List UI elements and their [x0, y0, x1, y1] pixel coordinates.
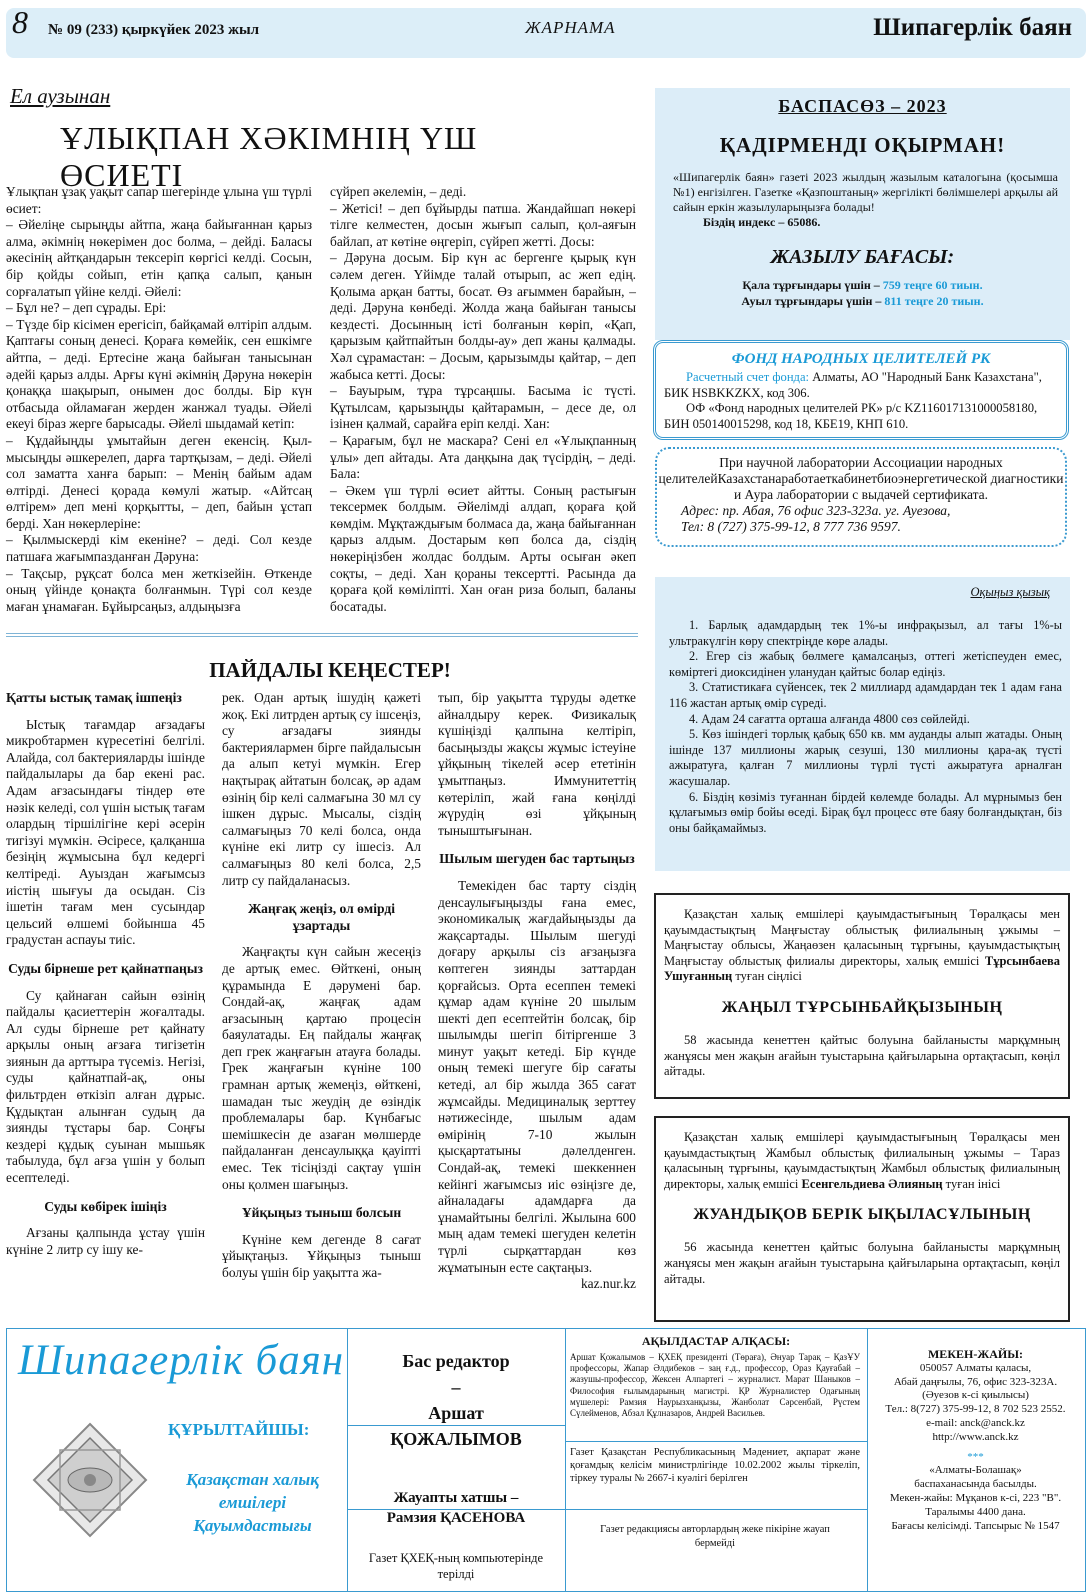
address-line: (Әуезов к-сі қиылысы) [922, 1389, 1029, 1402]
advice-col2 [222, 690, 421, 1282]
divider [6, 633, 638, 637]
secretary [347, 1488, 565, 1528]
page-number: 8 [12, 4, 28, 40]
obit-intro-end: туған інісі [945, 1176, 1001, 1191]
emblem-icon [30, 1420, 150, 1540]
lab-address: Адрес: пр. Абая, 76 офис 323-323а. уг. Ауезова, [681, 503, 951, 518]
fact-item: 6. Біздің көзіміз туғаннан бірдей көлемде болады. Ал мұрнымыз бен құлағымыз өмір бойы өседі. Бірақ бұл процесс өте баяу болғандықтан, біз оны байқамаймыз. [669, 789, 1062, 835]
disclaimer: Газет редакциясы авторлардың жеке пікіріне жауап бермейді [600, 1524, 830, 1549]
chief-last-name: ҚОЖАЛЫМОВ [390, 1429, 522, 1449]
paragraph: – Түзде бір кісімен ерегісіп, байқамай өлтіріп алдым. Қаптағы соның денесі. Қораға көмейік, сен ешкімге айтпа, – деді. Ертесіне жаңа байыған танысынан әдейі қарыз алды. Арғы күні әкімнің Дәруна нөкерін қонаққа шақырып, онымен дос болды. Бір күн отбасыда ойламаған жерден жанжал туады. Әйелі екеуі біраз жерге барысады. Әйелі шыдамай кетіп: [6, 316, 312, 432]
subheading: Қатты ыстық тамақ ішпеңіз [6, 690, 182, 705]
paragraph: Күніне кем дегенде 8 сағат ұйықтаңыз. Ұйқыңыз тыныш болуы үшін бір уақытта жа- [222, 1231, 421, 1280]
subheading: Суды бірнеше рет қайнатпаңыз [8, 960, 203, 976]
paragraph: – Жетісі! – деп бұйырды патша. Жандайшап нөкері тілге келместен, досын жығып салып, қол-аяғын байлап, ат көтіне өңгеріп, сүйреп жетті. Досы: [330, 200, 636, 249]
rural-price: 811 теңге 20 тиын. [884, 294, 984, 308]
typeset-note: Газет ҚХЕҚ-ның компьютерінде терілді [368, 1551, 544, 1581]
city-label: Қала тұрғындары үшін – [742, 278, 880, 292]
founder-label: ҚҰРЫЛТАЙШЫ: [168, 1420, 310, 1439]
advice-title: ПАЙДАЛЫ КЕҢЕСТЕР! [209, 658, 451, 682]
fond-title: ФОНД НАРОДНЫХ ЦЕЛИТЕЛЕЙ РК [731, 351, 991, 367]
lab-text: При научной лаборатории Ассоциации народных целителейКазахстанаработаеткабинетбиоэнергетической диагностики и Аура лаборатории с выдачей сертификата. [658, 455, 1064, 502]
facts-list [669, 618, 1062, 836]
print-line: «Алматы-Болашақ» [929, 1464, 1022, 1477]
paragraph: – Әйеліңе сырыңды айтпа, жаңа байығаннан қарыз алма, әкімнің нөкерімен дос болма, – дейді. Баласы әкесінің айтқандарын тексеріп көргісі келді. Сосын, бір қойды сойып, етін қапқа салып, қанын сорғалатып үйіне келді. Әйелі: [6, 217, 312, 299]
print-line: Мекен-жайы: Мұқанов к-сі, 223 "В". [889, 1491, 1062, 1504]
promo-index: Біздің индекс – 65086. [703, 215, 821, 229]
lab-phone: Тел: 8 (727) 375-99-12, 8 777 736 9597. [681, 519, 901, 534]
obit-intro [664, 1130, 1060, 1192]
print-line: Бағасы келісімді. Тапсырыс № 1547 [891, 1519, 1060, 1532]
fact-item: 3. Статистикаға сүйенсек, тек 2 миллиард адамдардан тек 1 адам ғана 116 жастан артық өмір сүреді. [669, 680, 1062, 710]
promo-body: «Шипагерлік баян» газеті 2023 жылдың жазылым каталогына (қосымша №1) енгізілген. Газетке «Қазпоштаның» жергілікті бөлімшелері арқылы ай сайын еркін жазылуларыңызға болады! [673, 170, 1058, 214]
obit-intro-end: туған сіңлісі [735, 969, 802, 984]
chief-first-name: Аршат [428, 1403, 484, 1423]
obit-name: ЖАҢЫЛ ТҰРСЫНБАЙҚЫЗЫНЫҢ [721, 998, 1003, 1016]
address-email: e-mail: anck@anck.kz [926, 1416, 1025, 1429]
chief-editor [347, 1348, 565, 1452]
article1-col1 [6, 184, 312, 615]
obit-text: 58 жасында кенеттен қайтыс болуына байланысты марқұмның жанұясы мен жақын ағайын туыстарына қайғыларына ортақтасып, көңіл айтады. [664, 1032, 1060, 1079]
address-block [868, 1348, 1083, 1533]
obituary-1 [654, 893, 1070, 1099]
fact-item: 4. Адам 24 сағатта орташа алғанда 4800 сөз сөйлейді. [689, 711, 970, 726]
fact-item: 2. Егер сіз жабық бөлмеге қамалсаңыз, оттегі жетіспеуден емес, көміртегі диоксидінен уланудан қайтыс болар едіңіз. [669, 649, 1062, 679]
paragraph: рек. Одан артық ішудің қажеті жоқ. Екі литрден артық су ішсеңіз, су ағзадағы зиянды бактериялармен бірге пайдалысын да алып кетуі мүмкін. Егер нақтырақ айтатын болсақ, әр адам өзінің бір келі салмағына 30 мл су ішкен дұрыс. Мысалы, сіздің салмағыңыз 70 келі болса, онда күніне екі литр су ішесіз. Ал салмағыңыз 80 келі болса, 2,5 литр су пайдаланасыз. [222, 690, 421, 888]
board-title: АҚЫЛДАСТАР АЛҚАСЫ: [641, 1334, 791, 1348]
lab-box [655, 447, 1067, 547]
fond-text [664, 370, 1058, 432]
paragraph: Ыстық тағамдар ағзадағы микробтармен күресетіні белгілі. Алайда, сол бактерияларды ішінде пайдалылары да бар екені рас. Адам ағзасындағы тіндер өте нәзік келеді, сол үшін ыстық тағам олардың тіршілігіне кері әсерін тигізуі мүмкін. Әсіресе, қалқанша безіңің жұмысына бұл кедергі келтіреді. Ауыздан жағымсыз иістің шығуы да осыдан. Сіз ішетін тағам мен сусындар цельсий өлшемі бойынша 45 градустан аспауы тиіс. [6, 716, 206, 948]
subheading: Суды көбірек ішіңіз [44, 1198, 167, 1214]
fond-line2: ОФ «Фонд народных целителей РК» р/с KZ116017131000058180, БИН 050140015298, код 18, КБЕ19, КНП 610. [664, 401, 1038, 431]
paragraph: сүйреп әкелемін, – деді. [330, 184, 467, 199]
subscription-promo [655, 88, 1070, 340]
footer-logo: Шипагерлік баян [18, 1337, 345, 1384]
address-website: http://www.anck.kz [932, 1430, 1019, 1443]
obit-text: 56 жасында кенеттен қайтыс болуына байланысты марқұмның жанұясы мен жақын ағайын туыстарына қайғыларына ортақтасып, көңіл айтады. [664, 1240, 1060, 1286]
section-label: ЖАРНАМА [525, 18, 616, 37]
secretary-label: Жауапты хатшы – [393, 1490, 519, 1506]
paragraph: Ағзаны қалпында ұстау үшін күніне 2 литр су ішу ке- [6, 1225, 205, 1257]
paragraph: Су қайнаған сайын өзінің пайдалы қасиеттерін жоғалтады. Ал суды бірнеше рет қайнату арқылы оның ағзаға тигізетін зиянын да арттыра түсеміз. Негізі, суды қайнатпай-ақ, оны фильтрден өткізіп алған дұрыс. Құдықтан алынған судың да зиянды тұстары бар. Соңғы кездері құдық суынан мышьяк табылуда, бұл ағза үшін у болып есептеледі. [6, 987, 205, 1186]
address-title: МЕКЕН-ЖАЙЫ: [927, 1347, 1023, 1361]
advice-col1 [6, 690, 205, 1258]
separator-stars: *** [967, 1450, 984, 1463]
address-line: Абай даңғылы, 76, офис 323-323А. [893, 1375, 1058, 1388]
article1-col2 [330, 184, 636, 615]
paragraph: Жаңғақты күн сайын жесеңіз де артық емес. Өйткені, оның құрамында Е дәрумені бар. Сондай-ақ, жаңғақ адам ағзасының қартаю процесін баяулатады. Ең пайдалы жаңғақ деп грек жаңғағын атауға болады. Грек жаңғағын күніне 100 грамнан артық жемеңіз, өйткені, шамадан тыс жеудің де өзіндік проблемалары бар. Күнбағыс шемішкесін де азаған мөлшерде пайдаланған денсаулыққа қауіпті емес. Тек тісіңізді сақтау үшін оны қолмен шағыңыз. [222, 944, 421, 1192]
secretary-name: Рамзия ҚАСЕНОВА [386, 1510, 526, 1526]
promo-title: БАСПАСӨЗ – 2023 [778, 96, 947, 116]
subheading: Жаңғақ жеңіз, ол өмірді ұзартады [247, 901, 396, 933]
issue-info: № 09 (233) қыркүйек 2023 жыл [48, 22, 260, 38]
chief-label: Бас редактор [402, 1351, 510, 1371]
chief-dash: – [451, 1377, 461, 1397]
paragraph: – Бұл не? – деп сұрады. Ері: [6, 300, 167, 316]
fond-account-label: Расчетный счет фонда: [686, 370, 810, 384]
city-price: 759 теңге 60 тиын. [882, 278, 983, 292]
registration-note: Газет Қазақстан Республикасының Мәдениет, ақпарат және қоғамдық келісім министрлігінде 10.02.2002 жылы тіркеліп, тіркеу туралы № 2667-і куәлігі берілген [570, 1447, 860, 1484]
obituary-2 [654, 1116, 1070, 1322]
price-title: ЖАЗЫЛУ БАҒАСЫ: [770, 246, 955, 268]
subheading: Шылым шегуден бас тартыңыз [439, 851, 635, 867]
obit-intro-text: Қазақстан халық емшілері қауымдастығының Төралқасы мен қауымдастықтың Маңғыстау облыстық филиалының ұжымы – Маңғыстау облысы, Жаңаөзен қаласының тұрғыны, қауымдастықтың Маңғыстау облыстық филиалы директоры, халық емшісі [664, 907, 1060, 968]
promo-subtitle: ҚАДІРМЕНДІ ОҚЫРМАН! [719, 133, 1006, 157]
advice-col3 [438, 690, 636, 1293]
print-line: Таралымы 4400 дана. [925, 1505, 1026, 1518]
paragraph: – Әкем үш түрлі өсиет айтты. Соның растығын тексермек болдым. Әйелімді алдап, қораға қой көмдім. Мұқтаждығым болмаса да, жаңа байығаннан қарыз алдым. Достарым көп болса да, сіздің нөкеріңізбен жолдас болдым. Арты осыған әкеп соқты, – деді. Хан қораны тексертті. Расында да қораға қой көміліпті. Хан оған риза болып, баланы босатады. [330, 482, 636, 614]
paragraph: – Қылмыскерді кім екеніне? – деді. Сол кезде патшаға жағымпазданған Дәруна: [6, 532, 312, 565]
obit-intro [664, 907, 1060, 985]
founder-org: Қазақстан халық емшілері Қауымдастығы [186, 1470, 319, 1535]
address-phone: Тел.: 8(727) 375-99-12, 8 702 523 2552. [885, 1403, 1066, 1416]
paragraph: – Бауырым, тұра тұрсаңшы. Басыма іс түсті. Құтылсам, қарызыңды қайтарамын, – десе де, ол ізінен қалмай, сарайға еріп келді. Хан: [330, 383, 636, 432]
fond-line1: Алматы, АО "Народный Банк Казахстана", БИК HSBKKZKX, код 306. [664, 370, 1042, 400]
rural-label: Ауыл тұрғындары үшін – [741, 294, 882, 308]
subheading: Ұйқыңыз тыныш болсын [241, 1205, 402, 1221]
promo-text [673, 170, 1058, 230]
obit-intro-text: Қазақстан халық емшілері қауымдастығының Төралқасы мен қауымдастықтың Жамбыл облыстық филиалының ұжымы – Тараз қаласының тұрғыны, қауымдастықтың Жамбыл облыстық филиалының директоры, халық емшісі [664, 1130, 1060, 1191]
price-list [655, 277, 1070, 309]
board-text: Аршат Қожалымов – ҚХЕҚ президенті (Төраға), Әнуар Тарақ – ҚазҰУ профессоры, Жапар Әлдибеков – заң ғ.д., профессор, Ораз Қауғабай – жазушы-профессор, Жексен Алпартегі – журналист. Марат Шаныков – Философия ғылымдарының магистрі. ҚР Журналистер Одағының мүшелері: Рамзия Наурызханқызы, Жанболат Сәрсенбай, Рүстем Сүлейменов, Абзал Құлназаров, Андрей Васильев. [570, 1352, 860, 1419]
fond-box [653, 340, 1069, 440]
paragraph: Ұлықпан ұзақ уақыт сапар шегерінде ұлына үш түрлі өсиет: [6, 184, 312, 216]
obit-name: ЖУАНДЫҚОВ БЕРІК ЫҚЫЛАСҰЛЫНЫҢ [693, 1206, 1031, 1224]
paragraph: – Дәруна досым. Бір күн ас бергенге қырық күн сәлем деген. Үйімде талай отырып, ас жеп едің. Қолыма арқан батты, босат. Өз ағыммен барайын, – деді. Дәруна көнбеді. Жолда жаңа байыған танысы кездесті. Досынның істі болғанын көріп, «Қап, қарызым қайтпайтын болды-ау» деп жаны қалмады. Хәл сұрамастан: – Досым, қарызымды қайтар, – деп жабыса кетті. Досы: [330, 250, 636, 382]
paragraph: – Құдайыңды ұмытайын деген екенсің. Қылмысыңды әшкерелеп, дарға тартқызам, – деді. Әйелі сол заматта ханға барып: – Менің байым адам өлтірді. Денесі қорада көмулі жатыр. «Айтсаң өлтірем» деп мені қорқытты, – деп, байын ұстап берді. Хан нөкерлеріне: [6, 432, 312, 531]
obit-relative-name: Есенгельдиева Әлияның [801, 1176, 943, 1191]
paragraph: – Қарағым, бұл не маскара? Сені ел «Ұлықпанның ұлы» деп айтады. Ата даңқына дақ түсірдің, – деді. Бала: [330, 432, 636, 482]
article-rubric: Ел аузынан [10, 84, 111, 108]
paper-name: Шипагерлік баян [873, 14, 1072, 41]
fact-item: 5. Көз ішіндегі торлық қабық 650 кв. мм ауданды алып жатады. Оның ішінде 137 миллионы жарық сезуші, 130 миллионы қара-ақ түсті ажыратуға, қалған 7 миллионы түрлі түсті ажыратуға арналған жасушалар. [669, 727, 1062, 788]
address-line: 050057 Алматы қаласы, [919, 1361, 1032, 1374]
article-title: ҰЛЫҚПАН ХӘКІМНІҢ ҮШ ӨСИЕТІ [60, 120, 478, 193]
paragraph: тып, бір уақытта тұруды әдетке айналдыру керек. Физикалық күшіңізді қалпына келтіріп, басыңызды жақсы жұмыс істеуіне ұйқының тікелей әсер ететінін ұмытпаңыз. Иммунитеттің көтеріліп, жай ғана көңілді жүрудің өзі ұйқының тыныштығынан. [438, 690, 636, 838]
paragraph: – Тақсыр, рұқсат болса мен жеткізейін. Өткенде оның үйінде қонақта болғанмын. Түрі сол кезде маған ұнамаған. Бұйырсаңыз, алдыңызға [6, 565, 312, 614]
fact-item: 1. Барлық адамдардың тек 1%-ы инфрақызыл, ал тағы 1%-ы ультракүлгін көру спектріңде көре алады. [669, 618, 1062, 648]
article-source: kaz.nur.kz [580, 1276, 636, 1292]
paragraph: Темекіден бас тарту сіздің денсаулығыңызды ғана емес, экономикалық жағдайыңызды да жақсартады. Шылым шегуді доғару арқылы сіз ағзаңызға көптеген зиянды заттардан қорғайсыз. Орта есеппен темекі құмар адам күніне 20 шылым шекті деп есептейтін болсақ, бір шылымды шегіп бітіргенше 3 минут уақыт кетеді. Бір күнде оның темекі шегуге бір сағаты кетеді, ал бір жылда 365 сағат жұмсайды. Медициналық зерттеу нәтижесінде, шылым адам өмірінің 7-10 жылын қысқартатыны дәлелденген. Сондай-ақ, темекі шеккеннен кейінгі жағымсыз иіс өзіңізге де, айналадағы адамдарға да ұнамайтыны белгілі. Жылына 600 мың адам темекі шегуден келетін түрлі сырқаттардан көз жұматынын есте сақтаңыз. [438, 877, 636, 1275]
print-line: баспаханасында басылды. [914, 1478, 1037, 1491]
obit-relative-name: Тұрсынбаева Ушуғанның [664, 953, 1060, 984]
facts-box [655, 577, 1070, 871]
facts-rubric: Оқыңыз қызық [970, 585, 1050, 599]
